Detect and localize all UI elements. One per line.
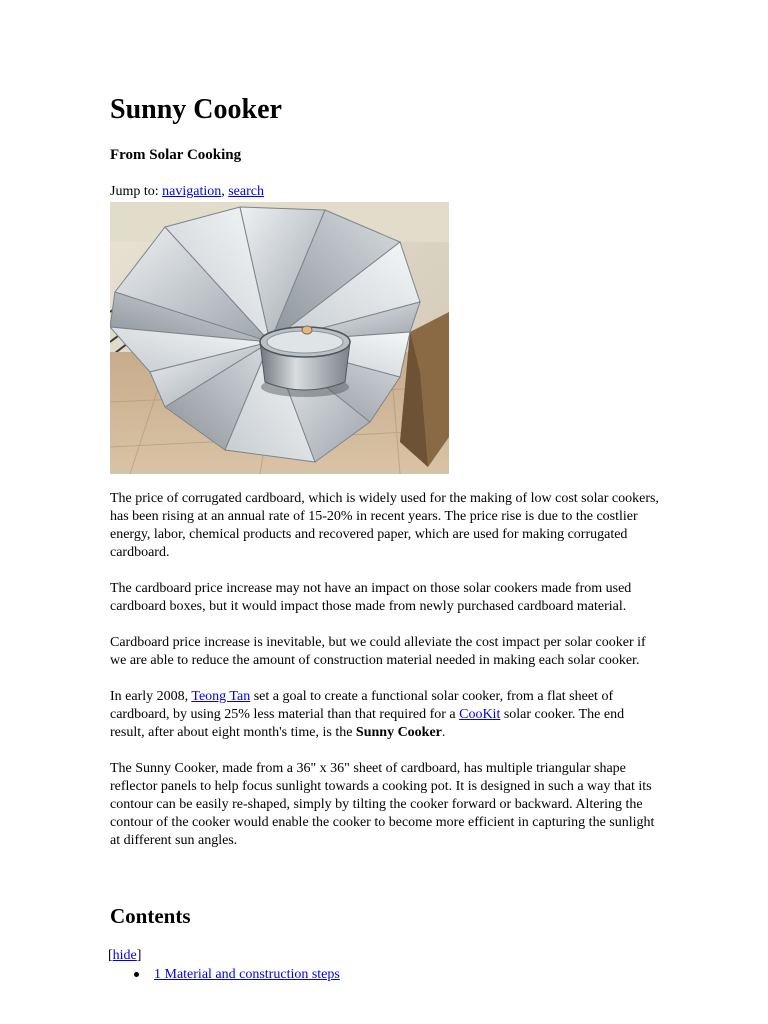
- paragraph-5: The Sunny Cooker, made from a 36" x 36" sheet of cardboard, has multiple triangular shape reflector panels to help focus sunlight towards a cooking pot. It is designed in such a way that its contour can be easily re-shaped, simply by tilting the cooker forward or backward. Altering the contour of the cooker would enable the cooker to become more efficient in capturing the sunlight at different sun angles.: [110, 761, 655, 848]
- paragraph-4-text: .: [441, 725, 446, 740]
- sunny-cooker-image: [110, 202, 449, 474]
- cookit-link[interactable]: CooKit: [459, 707, 501, 722]
- paragraph-4-text: In early 2008,: [110, 689, 192, 704]
- contents-heading: Contents: [110, 904, 191, 928]
- paragraph-4-text: solar cooker. The end result, after about eight month's time, is the: [110, 707, 625, 740]
- jump-to-separator: ,: [221, 184, 229, 199]
- toc-list: [110, 966, 340, 983]
- paragraph-1: The price of corrugated cardboard, which is widely used for the making of low cost solar cookers, has been rising at an annual rate of 15-20% in recent years. The price rise is due to the costlier energy, labor, chemical products and recovered paper, which are used for making corrugated cardboard.: [110, 491, 659, 560]
- toc-item: [110, 966, 340, 983]
- bullet-icon: [134, 972, 139, 977]
- paragraph-2: The cardboard price increase may not have an impact on those solar cookers made from used cardboard boxes, but it would impact those made from newly purchased cardboard material.: [110, 581, 632, 614]
- sunny-cooker-bold: Sunny Cooker: [355, 725, 442, 740]
- search-link[interactable]: search: [228, 184, 264, 199]
- navigation-link[interactable]: navigation: [162, 184, 222, 199]
- page-title: Sunny Cooker: [110, 94, 282, 125]
- article-body: [110, 490, 660, 868]
- paragraph-4-text: set a goal to create a functional solar cooker, from a flat sheet of cardboard, by using 25% less material than that required for a: [110, 689, 614, 722]
- paragraph-3: Cardboard price increase is inevitable, but we could alleviate the cost impact per solar cooker if we are able to reduce the amount of construction material needed in making each solar cooker.: [110, 635, 646, 668]
- site-subtitle: From Solar Cooking: [110, 147, 242, 163]
- toc-link-material[interactable]: 1 Material and construction steps: [154, 967, 340, 982]
- paragraph-4: [110, 688, 660, 742]
- jump-to-links: [110, 183, 264, 200]
- jump-to-prefix: Jump to:: [110, 184, 163, 199]
- toc-bracket-open: [: [108, 948, 113, 963]
- hide-toc-link[interactable]: hide: [112, 948, 137, 963]
- toc-toggle: [108, 947, 141, 964]
- teong-tan-link[interactable]: Teong Tan: [191, 689, 251, 704]
- sunny-cooker-photo[interactable]: [110, 202, 449, 474]
- toc-bracket-close: ]: [136, 948, 142, 963]
